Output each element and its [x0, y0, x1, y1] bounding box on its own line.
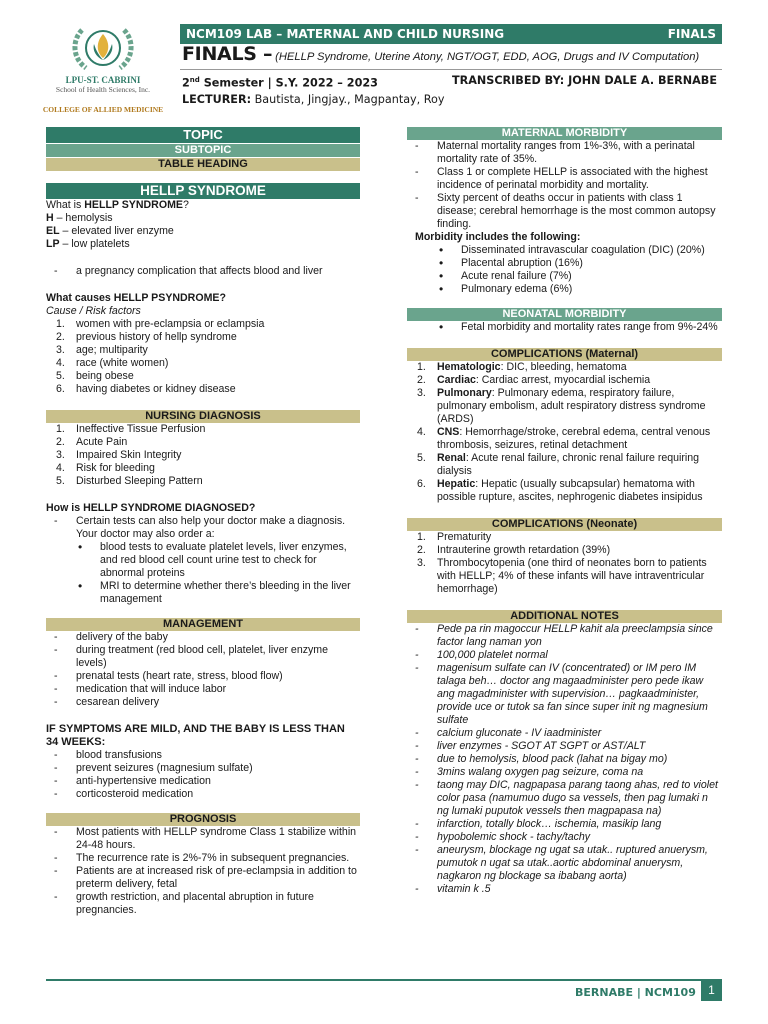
- semester-number: 2: [182, 76, 190, 90]
- complications-maternal-heading: [407, 348, 722, 361]
- morbidity-includes: Morbidity includes the following:: [415, 231, 581, 243]
- list-item: - cesarean delivery: [46, 696, 360, 709]
- acronym-h: [46, 212, 360, 225]
- list-item: - taong may DIC, nagpapasa parang taong ahas, red to violet color pasa (namumuo dugo sa vessels, then pag lumaki n ng lumaki puputok vessels then magpapasa na): [407, 779, 722, 818]
- list-item: - The recurrence rate is 2%-7% in subsequent pregnancies.: [46, 852, 360, 865]
- finals-big: FINALS –: [182, 43, 273, 65]
- list-item: - blood transfusions: [46, 749, 360, 762]
- list-item: • Fetal morbidity and mortality rates range from 9%-24%: [407, 321, 722, 334]
- morbidity-bullets: [407, 244, 722, 296]
- list-item: • Acute renal failure (7%): [407, 270, 722, 283]
- list-item: 3. Pulmonary: Pulmonary edema, respiratory failure, pulmonary embolism, adult respiratory distress syndrome (ARDS): [417, 387, 706, 425]
- hellp-title: HELLP SYNDROME: [46, 183, 360, 199]
- transcribed-by: TRANSCRIBED BY: JOHN DALE A. BERNABE: [452, 74, 717, 87]
- acronym-value: – low platelets: [59, 238, 130, 250]
- list-item: - during treatment (red blood cell, platelet, liver enzyme levels): [46, 644, 360, 670]
- footer-text: BERNABE | NCM109: [575, 986, 696, 999]
- causes-title: What causes HELLP PSYNDROME?: [46, 292, 226, 304]
- lecturer-label: LECTURER:: [182, 93, 252, 106]
- left-column: [46, 127, 360, 917]
- list-item: - prevent seizures (magnesium sulfate): [46, 762, 360, 775]
- list-item: • Disseminated intravascular coagulation (DIC) (20%): [407, 244, 722, 257]
- maternal-morbidity-heading: MATERNAL MORBIDITY: [407, 127, 722, 140]
- list-item: - Certain tests can also help your doctor make a diagnosis. Your doctor may also order a:: [46, 515, 360, 541]
- header-divider: [180, 69, 722, 70]
- acronym-value: – hemolysis: [53, 212, 113, 224]
- list-item: 5. being obese: [56, 370, 134, 382]
- list-item: - 100,000 platelet normal: [407, 649, 722, 662]
- acronym-key: EL: [46, 225, 60, 237]
- list-item: - delivery of the baby: [46, 631, 360, 644]
- causes-list: [46, 318, 360, 396]
- list-item: - medication that will induce labor: [46, 683, 360, 696]
- list-item: - Patients are at increased risk of pre-eclampsia in addition to preterm delivery, fetal: [46, 865, 360, 891]
- list-item: - anti-hypertensive medication: [46, 775, 360, 788]
- list-item: - growth restriction, and placental abruption in future pregnancies.: [46, 891, 360, 917]
- what-is-line: [46, 199, 360, 212]
- term-label: FINALS: [667, 27, 716, 41]
- list-item: - Maternal mortality ranges from 1%-3%, with a perinatal mortality rate of 35%.: [407, 140, 722, 166]
- prognosis-list: [46, 826, 360, 917]
- list-item: - vitamin k .5: [407, 883, 722, 896]
- list-item: 5. Renal: Acute renal failure, chronic renal failure requiring dialysis: [417, 452, 700, 477]
- heading-tag: (Neonate): [583, 518, 638, 530]
- list-item: 6. Hepatic: Hepatic (usually subcapsular) hematoma with possible rupture, ascites, nephrogenic diabetes insipidus: [417, 478, 703, 503]
- logo-school: School of Health Sciences, Inc.: [55, 85, 151, 94]
- what-is-pre: What is: [46, 199, 85, 211]
- logo-name: LPU-ST. CABRINI: [65, 75, 141, 85]
- list-item: - Class 1 or complete HELLP is associated with the highest incidence of perinatal morbidity and mortality.: [407, 166, 722, 192]
- page-number: 1: [701, 980, 722, 1001]
- acronym-key: H: [46, 212, 54, 224]
- semester-rest: Semester | S.Y. 2022 – 2023: [199, 76, 378, 90]
- list-item: 3. Impaired Skin Integrity: [56, 449, 182, 461]
- management-list: [46, 631, 360, 709]
- list-item: - corticosteroid medication: [46, 788, 360, 801]
- list-item: - aneurysm, blockage ng ugat sa utak.. ruptured anuerysm, pumutok n ugat sa utak..aortic abdominal anuerysm, nagkaron ng blockage sa ibabang aorta): [407, 844, 722, 883]
- diagnosed-list: [46, 515, 360, 541]
- acronym-el: [46, 225, 360, 238]
- what-is-bold: HELLP SYNDROME: [84, 199, 183, 211]
- list-item: - infarction, totally block… ischemia, masikip lang: [407, 818, 722, 831]
- course-header-bar: [180, 24, 722, 44]
- neonatal-bullets: [407, 321, 722, 334]
- complications-maternal-list: [407, 361, 722, 504]
- course-title: NCM109 LAB – MATERNAL AND CHILD NURSING: [186, 27, 505, 41]
- laurel-crest-icon: [68, 22, 138, 74]
- list-item: 1. women with pre-eclampsia or eclampsia: [56, 318, 265, 330]
- list-item: • Placental abruption (16%): [407, 257, 722, 270]
- list-item: - due to hemolysis, blood pack (lahat na bigay mo): [407, 753, 722, 766]
- list-item: - 3mins walang oxygen pag seizure, coma na: [407, 766, 722, 779]
- what-is-post: ?: [182, 199, 189, 211]
- management-heading: MANAGEMENT: [46, 618, 360, 631]
- list-item: 1. Prematurity: [417, 531, 492, 543]
- heading-main: COMPLICATIONS: [491, 518, 584, 530]
- list-item: • Pulmonary edema (6%): [407, 283, 722, 296]
- footer-divider: [46, 979, 722, 981]
- mild-title: IF SYMPTOMS ARE MILD, AND THE BABY IS LESS THAN 34 WEEKS:: [46, 723, 345, 748]
- list-item: 2. Acute Pain: [56, 436, 128, 448]
- legend-topic: TOPIC: [46, 127, 360, 143]
- list-item: - hypobolemic shock - tachy/tachy: [407, 831, 722, 844]
- list-item: 2. Intrauterine growth retardation (39%): [417, 544, 611, 556]
- additional-notes-heading: ADDITIONAL NOTES: [407, 610, 722, 623]
- list-item: 3. age; multiparity: [56, 344, 148, 356]
- list-item: 4. CNS: Hemorrhage/stroke, cerebral edema, central venous thrombosis, seizures, retinal detachment: [417, 426, 711, 451]
- list-item: • blood tests to evaluate platelet levels, liver enzymes, and red blood cell count urine test to check for abnormal proteins: [46, 541, 360, 580]
- nursing-diagnosis-list: [46, 423, 360, 488]
- list-item: • MRI to determine whether there’s bleeding in the liver management: [46, 580, 360, 606]
- finals-subtitle: (HELLP Syndrome, Uterine Atony, NGT/OGT, EDD, AOG, Drugs and IV Computation): [275, 51, 700, 63]
- lecturer-names: Bautista, Jingjay., Magpantay, Roy: [251, 93, 445, 106]
- heading-main: COMPLICATIONS: [490, 348, 583, 360]
- right-column: [407, 127, 722, 896]
- complications-neonate-list: [407, 531, 722, 596]
- list-item: 2. Cardiac: Cardiac arrest, myocardial ischemia: [417, 374, 651, 386]
- semester-line: [182, 74, 378, 90]
- list-item: 4. Risk for bleeding: [56, 462, 155, 474]
- list-item: 2. previous history of hellp syndrome: [56, 331, 237, 343]
- finals-title: [182, 43, 700, 65]
- list-item: 5. Disturbed Sleeping Pattern: [56, 475, 203, 487]
- causes-subtitle: Cause / Risk factors: [46, 305, 141, 317]
- complications-neonate-heading: [407, 518, 722, 531]
- nursing-diagnosis-heading: NURSING DIAGNOSIS: [46, 410, 360, 423]
- list-item: - liver enzymes - SGOT AT SGPT or AST/ALT: [407, 740, 722, 753]
- list-item: 1. Hematologic: DIC, bleeding, hematoma: [417, 361, 627, 373]
- list-item: 3. Thrombocytopenia (one third of neonates born to patients with HELLP; 4% of these infants will have intraventricular hemorrhage): [417, 557, 707, 595]
- list-item: 4. race (white women): [56, 357, 169, 369]
- acronym-lp: [46, 238, 360, 251]
- list-item: - Pede pa rin magoccur HELLP kahit ala preeclampsia since factor lang naman yon: [407, 623, 722, 649]
- heading-tag: (Maternal): [582, 348, 639, 360]
- definition-list: [46, 265, 360, 278]
- lecturer-line: [182, 93, 445, 106]
- neonatal-morbidity-heading: NEONATAL MORBIDITY: [407, 308, 722, 321]
- list-item: 6. having diabetes or kidney disease: [56, 383, 236, 395]
- list-item: - Sixty percent of deaths occur in patients with class 1 disease; cerebral hemorrhage is the most common autopsy finding.: [407, 192, 722, 231]
- legend-table-heading: TABLE HEADING: [46, 158, 360, 171]
- additional-notes-list: [407, 623, 722, 896]
- list-item: - Most patients with HELLP syndrome Class 1 stabilize within 24-48 hours.: [46, 826, 360, 852]
- school-logo: [38, 22, 168, 114]
- logo-college: COLLEGE OF ALLIED MEDICINE: [42, 105, 164, 114]
- acronym-key: LP: [46, 238, 60, 250]
- list-item: - magenisum sulfate can IV (concentrated) or IM pero IM talaga beh… doctor ang magaadminister pero pede ikaw ang magadminister with supervision… pagkaadminister, provide uce or tutok sa fan since super init ng magnesium sulfate: [407, 662, 722, 727]
- semester-suffix: nd: [189, 76, 200, 84]
- list-item: 1. Ineffective Tissue Perfusion: [56, 423, 206, 435]
- diagnosed-bullets: [46, 541, 360, 606]
- acronym-value: – elevated liver enzyme: [59, 225, 174, 237]
- diagnosed-title: How is HELLP SYNDROME DIAGNOSED?: [46, 502, 256, 514]
- list-item: - calcium gluconate - IV iaadminister: [407, 727, 722, 740]
- mild-list: [46, 749, 360, 801]
- prognosis-heading: PROGNOSIS: [46, 813, 360, 826]
- definition-item: - a pregnancy complication that affects blood and liver: [46, 265, 360, 278]
- legend-subtopic: SUBTOPIC: [46, 144, 360, 157]
- maternal-morbidity-list: [407, 140, 722, 231]
- list-item: - prenatal tests (heart rate, stress, blood flow): [46, 670, 360, 683]
